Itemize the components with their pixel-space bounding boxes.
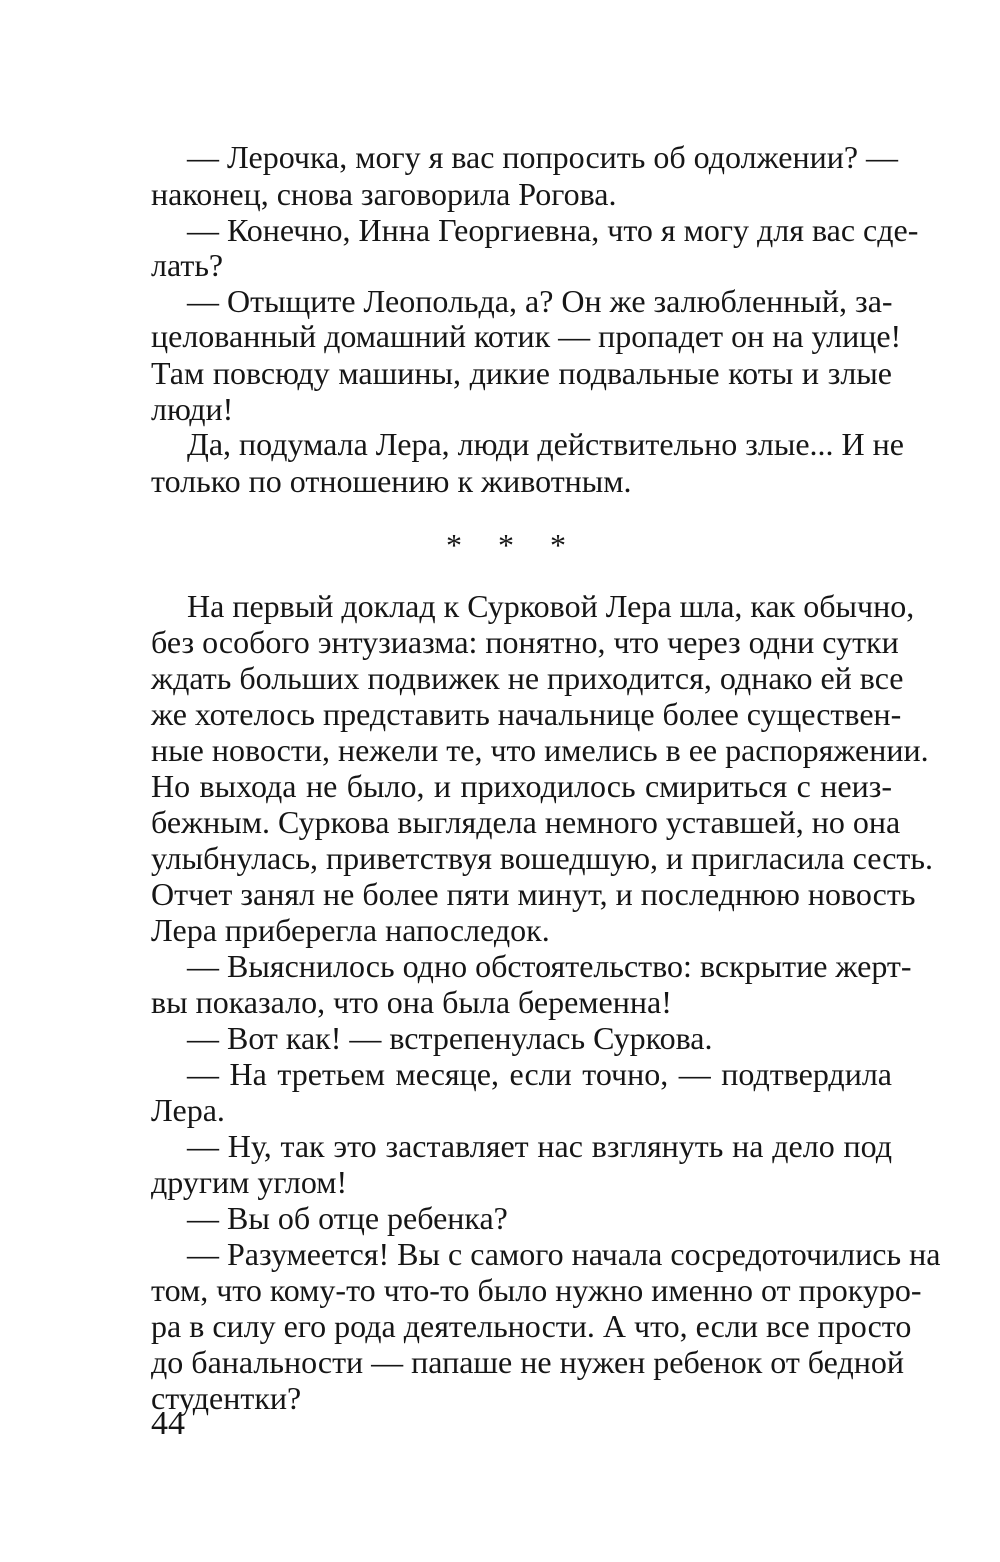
text-line: лать?	[151, 247, 224, 283]
text-line: — Ну, так это заставляет нас взглянуть на дело под	[187, 1128, 892, 1164]
text-line: — На третьем месяце, если точно, — подтвердила	[187, 1056, 892, 1092]
text-line: Там повсюду машины, дикие подвальные коты и злые	[151, 355, 892, 391]
text-line: наконец, снова заговорила Рогова.	[151, 176, 617, 212]
text-line: ра в силу его рода деятельности. А что, если все просто	[151, 1308, 912, 1344]
text-line: только по отношению к животным.	[151, 463, 632, 499]
text-line: люди!	[151, 391, 234, 427]
page-number: 44	[151, 1405, 185, 1442]
text-line: том, что кому-то что-то было нужно именно от прокуро-	[151, 1272, 922, 1308]
text-line: — Вы об отце ребенка?	[187, 1200, 508, 1236]
text-line: Лера приберегла напоследок.	[151, 912, 550, 948]
text-line: ные новости, нежели те, что имелись в ее распоряжении.	[151, 732, 929, 768]
text-line: до банальности — папаше не нужен ребенок от бедной	[151, 1344, 904, 1380]
text-line: Отчет занял не более пяти минут, и последнюю новость	[151, 876, 916, 912]
text-line: Но выхода не было, и приходилось смириться с неиз-	[151, 768, 892, 804]
text-line: — Лерочка, могу я вас попросить об одолжении? —	[187, 139, 899, 175]
text-line: же хотелось представить начальнице более существен-	[151, 696, 902, 732]
section-separator: * * *	[446, 527, 580, 563]
text-line: другим углом!	[151, 1164, 348, 1200]
text-line: бежным. Суркова выглядела немного уставшей, но она	[151, 804, 901, 840]
text-line: Да, подумала Лера, люди действительно злые... И не	[187, 426, 904, 462]
text-line: На первый доклад к Сурковой Лера шла, как обычно,	[187, 588, 915, 624]
text-line: — Вот как! — встрепенулась Суркова.	[187, 1020, 713, 1056]
text-line: студентки?	[151, 1380, 302, 1416]
text-line: — Разумеется! Вы с самого начала сосредоточились на	[187, 1236, 941, 1272]
text-line: — Конечно, Инна Георгиевна, что я могу для вас сде-	[187, 212, 919, 248]
text-line: без особого энтузиазма: понятно, что через одни сутки	[151, 624, 899, 660]
text-line: — Выяснилось одно обстоятельство: вскрытие жерт-	[187, 948, 912, 984]
text-line: вы показало, что она была беременна!	[151, 984, 672, 1020]
text-line: ждать больших подвижек не приходится, однако ей все	[151, 660, 904, 696]
text-line: целованный домашний котик — пропадет он на улице!	[151, 318, 902, 354]
text-line: Лера.	[151, 1092, 225, 1128]
text-line: улыбнулась, приветствуя вошедшую, и пригласила сесть.	[151, 840, 933, 876]
text-line: — Отыщите Леопольда, а? Он же залюбленный, за-	[187, 283, 893, 319]
